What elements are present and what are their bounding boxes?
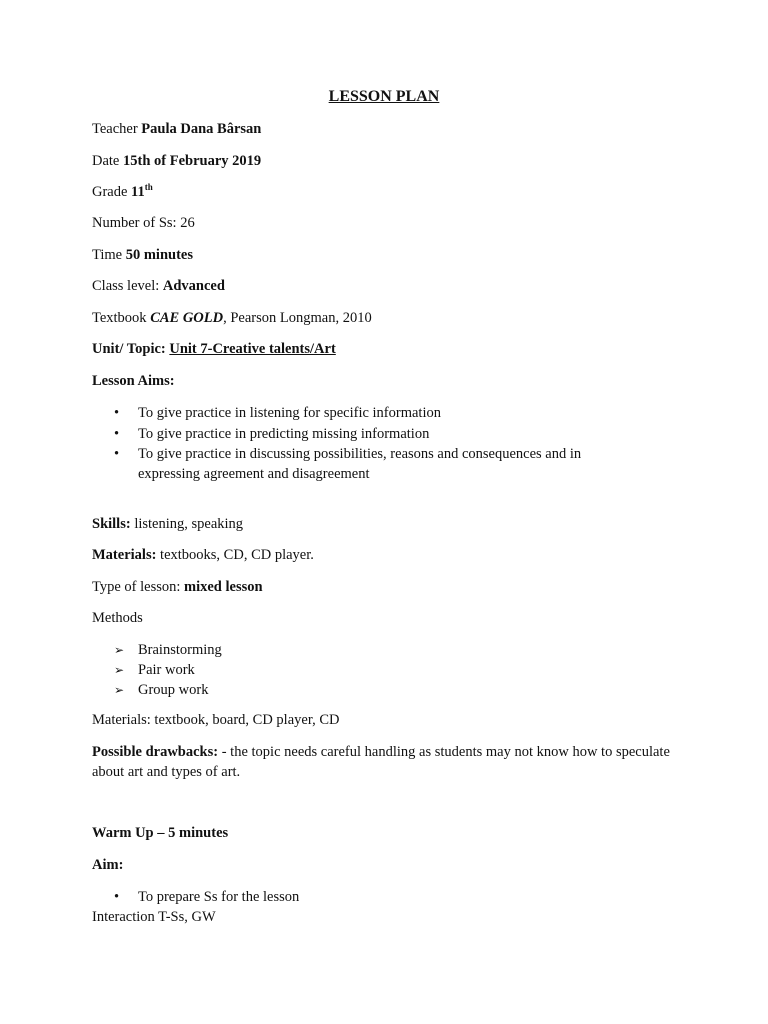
arrow-bullet-icon: ➢ — [114, 643, 125, 657]
type-of-lesson-line — [92, 578, 263, 596]
bullet-icon: • — [114, 889, 120, 905]
list-item: • To give practice in discussing possibilities, reasons and consequences and in expressing agreement and disagreement — [114, 446, 582, 482]
aim-heading: Aim: — [92, 857, 124, 873]
skills-value: listening, speaking — [134, 516, 244, 532]
materials-label: Materials: — [92, 547, 157, 563]
skills-label: Skills: — [92, 516, 131, 532]
page-title: LESSON PLAN — [328, 88, 440, 105]
materials-line — [92, 546, 314, 564]
list-item: ➢ Pair work — [114, 662, 195, 678]
materials-line-2: Materials: textbook, board, CD player, CD — [92, 712, 340, 728]
methods-heading: Methods — [92, 610, 143, 626]
drawbacks-label: Possible drawbacks: — [92, 744, 219, 760]
bullet-icon: • — [114, 446, 120, 462]
teacher-name: Paula Dana Bârsan — [141, 121, 262, 137]
grade-sup: th — [144, 182, 153, 192]
number-of-ss-line: Number of Ss: 26 — [92, 215, 195, 231]
interaction-line: Interaction T-Ss, GW — [92, 909, 216, 925]
class-level-line — [92, 277, 225, 295]
time-label: Time — [92, 247, 123, 263]
list-item: • To prepare Ss for the lesson — [114, 889, 300, 905]
bullet-icon: • — [114, 405, 120, 421]
unit-topic-value: Unit 7-Creative talents/Art — [169, 341, 336, 357]
date-value: 15th of February 2019 — [123, 153, 262, 169]
grade-label: Grade — [92, 184, 128, 200]
lesson-aims-heading: Lesson Aims: — [92, 373, 175, 389]
type-of-lesson-value: mixed lesson — [184, 579, 263, 595]
list-item: • To give practice in predicting missing information — [114, 426, 430, 442]
class-level-value: Advanced — [162, 278, 225, 294]
skills-line — [92, 515, 243, 533]
arrow-bullet-icon: ➢ — [114, 683, 125, 697]
date-line — [92, 152, 261, 170]
drawbacks-paragraph — [92, 742, 672, 782]
warm-up-heading: Warm Up – 5 minutes — [92, 825, 229, 841]
arrow-bullet-icon: ➢ — [114, 663, 125, 677]
list-item: ➢ Brainstorming — [114, 642, 222, 658]
textbook-line — [92, 309, 372, 327]
list-item: ➢ Group work — [114, 682, 209, 698]
drawbacks-value: - the topic needs careful handling as students may not know how to speculate about art and types of art. — [92, 744, 670, 780]
date-label: Date — [92, 153, 120, 169]
class-level-label: Class level: — [92, 278, 160, 294]
grade-value: 11 — [131, 184, 145, 200]
grade-line — [92, 183, 153, 201]
textbook-rest: , Pearson Longman, 2010 — [223, 310, 372, 326]
materials-value: textbooks, CD, CD player. — [160, 547, 314, 563]
teacher-line — [92, 120, 261, 138]
unit-topic-line — [92, 340, 336, 358]
bullet-icon: • — [114, 426, 120, 442]
time-line — [92, 246, 193, 264]
time-value: 50 minutes — [125, 247, 193, 263]
textbook-label: Textbook — [92, 310, 147, 326]
unit-topic-label: Unit/ Topic: — [92, 341, 166, 357]
teacher-label: Teacher — [92, 121, 138, 137]
list-item: • To give practice in listening for specific information — [114, 405, 441, 421]
type-of-lesson-label: Type of lesson: — [92, 579, 181, 595]
textbook-title: CAE GOLD — [150, 310, 224, 326]
